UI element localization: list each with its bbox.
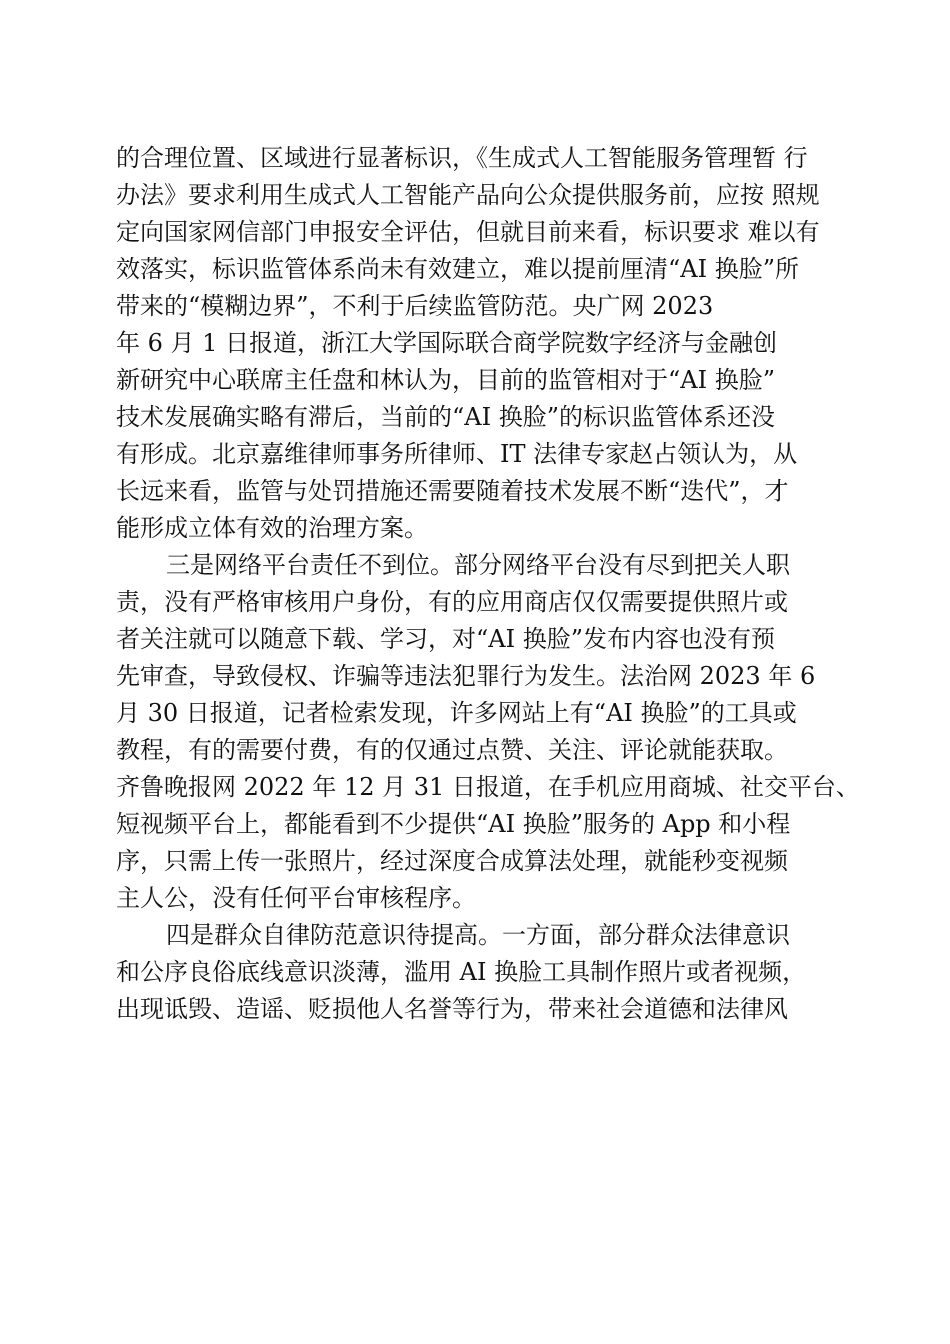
text-line: 序，只需上传一张照片，经过深度合成算法处理，就能秒变视频: [116, 847, 788, 875]
body-text: [116, 140, 860, 1028]
text-line: 齐鲁晚报网 2022 年 12 月 31 日报道，在手机应用商城、社交平台、: [116, 773, 860, 801]
text-line: 有形成。北京嘉维律师事务所律师、IT 法律专家赵占领认为，从: [116, 440, 798, 468]
text-line: 年 6 月 1 日报道，浙江大学国际联合商学院数字经济与金融创: [116, 329, 778, 357]
text-line: 带来的“模糊边界”，不利于后续监管防范。央广网 2023: [116, 292, 714, 320]
text-line: 教程，有的需要付费，有的仅通过点赞、关注、评论就能获取。: [116, 736, 788, 764]
text-line: 主人公，没有任何平台审核程序。: [116, 884, 476, 912]
text-line: 先审查，导致侵权、诈骗等违法犯罪行为发生。法治网 2023 年 6: [116, 662, 816, 690]
text-line: 定向国家网信部门申报安全评估，但就目前来看，标识要求 难以有: [116, 218, 820, 246]
text-line: 出现诋毁、造谣、贬损他人名誉等行为，带来社会道德和法律风: [116, 995, 788, 1023]
text-line: 能形成立体有效的治理方案。: [116, 514, 428, 542]
text-line: 新研究中心联席主任盘和林认为，目前的监管相对于“AI 换脸”: [116, 366, 775, 394]
text-line: 月 30 日报道，记者检索发现，许多网站上有“AI 换脸”的工具或: [116, 699, 797, 727]
text-line: 技术发展确实略有滞后，当前的“AI 换脸”的标识监管体系还没: [116, 403, 775, 431]
paragraph-start-line: 三是网络平台责任不到位。部分网络平台没有尽到把关人职: [166, 551, 790, 579]
paragraph-start-line: 四是群众自律防范意识待提高。一方面，部分群众法律意识: [166, 921, 790, 949]
text-line: 效落实，标识监管体系尚未有效建立，难以提前厘清“AI 换脸”所: [116, 255, 799, 283]
text-line: 责，没有严格审核用户身份，有的应用商店仅仅需要提供照片或: [116, 588, 788, 616]
text-line: 长远来看，监管与处罚措施还需要随着技术发展不断“迭代”，才: [116, 477, 789, 505]
text-line: 的合理位置、区域进行显著标识，《生成式人工智能服务管理暂 行: [116, 144, 808, 172]
text-line: 短视频平台上，都能看到不少提供“AI 换脸”服务的 App 和小程: [116, 810, 791, 838]
text-line: 者关注就可以随意下载、学习，对“AI 换脸”发布内容也没有预: [116, 625, 775, 653]
text-line: 办法》要求利用生成式人工智能产品向公众提供服务前，应按 照规: [116, 181, 820, 209]
text-line: 和公序良俗底线意识淡薄，滥用 AI 换脸工具制作照片或者视频，: [116, 958, 807, 986]
